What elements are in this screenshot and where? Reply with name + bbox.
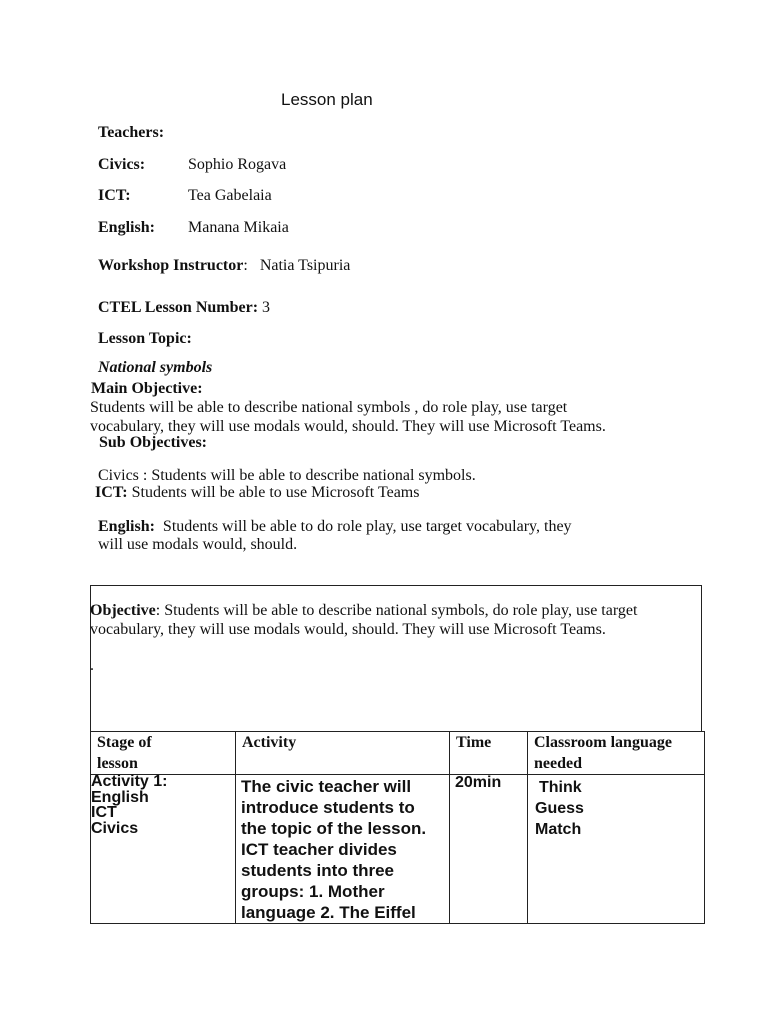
objective-dot: . bbox=[90, 657, 94, 674]
sub-objective-english-label: English: bbox=[98, 518, 155, 535]
objective-line2: vocabulary, they will use modals would, should. They will use Microsoft Teams. bbox=[90, 621, 606, 638]
objective-label: Objective bbox=[90, 602, 156, 619]
sub-objective-english bbox=[98, 518, 572, 536]
language-match: Match bbox=[535, 821, 582, 838]
main-objective-line1: Students will be able to describe national symbols , do role play, use target bbox=[90, 399, 568, 416]
stage-civics: Civics bbox=[91, 819, 139, 837]
header-cell-time bbox=[450, 732, 528, 775]
table-header-row bbox=[91, 732, 705, 775]
sub-objectives-label: Sub Objectives: bbox=[99, 434, 207, 451]
activity-line: language 2. The Eiffel bbox=[241, 903, 416, 922]
table-row bbox=[91, 775, 705, 924]
activity-line: introduce students to bbox=[241, 798, 415, 817]
activity-line: The civic teacher will bbox=[241, 777, 412, 796]
sub-objective-ict-label: ICT: bbox=[95, 484, 128, 501]
teacher-name-civics: Sophio Rogava bbox=[188, 156, 287, 173]
language-list bbox=[528, 775, 704, 840]
teacher-name-ict: Tea Gabelaia bbox=[188, 187, 272, 204]
workshop-line bbox=[98, 257, 350, 275]
teacher-subject-ict: ICT: bbox=[98, 187, 131, 204]
language-guess: Guess bbox=[535, 800, 584, 817]
header-time: Time bbox=[456, 734, 492, 751]
sub-objective-ict bbox=[95, 484, 419, 502]
activity-line: ICT teacher divides bbox=[241, 840, 397, 859]
header-cell-language bbox=[528, 732, 705, 775]
sub-objective-english-line2: will use modals would, should. bbox=[98, 536, 298, 553]
sub-objective-civics: Civics : Students will be able to describe national symbols. bbox=[98, 467, 476, 484]
lesson-number-line bbox=[98, 299, 270, 317]
activity-text bbox=[236, 775, 449, 923]
stage-list bbox=[91, 774, 235, 836]
header-stage: Stage of lesson bbox=[97, 734, 152, 772]
activity-line: groups: 1. Mother bbox=[241, 882, 385, 901]
activity-line: the topic of the lesson. bbox=[241, 819, 427, 838]
objective-text-line1: : Students will be able to describe national symbols, do role play, use target bbox=[155, 602, 638, 619]
header-language: Classroom language needed bbox=[534, 734, 672, 772]
teachers-label: Teachers: bbox=[98, 124, 165, 141]
lesson-number-value: 3 bbox=[262, 299, 271, 316]
cell-time bbox=[450, 775, 528, 924]
language-think: Think bbox=[539, 779, 582, 796]
workshop-colon: : bbox=[243, 257, 248, 274]
stage-ict: ICT bbox=[91, 804, 117, 821]
time-value: 20min bbox=[455, 774, 502, 791]
activity-line: students into three bbox=[241, 861, 395, 880]
workshop-name: Natia Tsipuria bbox=[259, 257, 351, 274]
page-title: Lesson plan bbox=[281, 90, 373, 109]
teacher-subject-civics: Civics: bbox=[98, 156, 146, 173]
cell-activity bbox=[236, 775, 450, 924]
stage-activity-1: Activity 1: bbox=[91, 773, 168, 790]
main-objective-label: Main Objective: bbox=[91, 380, 203, 397]
sub-objective-english-line1: Students will be able to do role play, use target vocabulary, they bbox=[162, 518, 572, 535]
header-cell-stage bbox=[91, 732, 236, 775]
lesson-table bbox=[90, 731, 705, 924]
stage-english: English bbox=[91, 788, 149, 806]
teacher-name-english: Manana Mikaia bbox=[188, 219, 289, 236]
lesson-number-label: CTEL Lesson Number: bbox=[98, 299, 259, 316]
header-cell-activity bbox=[236, 732, 450, 775]
header-activity: Activity bbox=[242, 734, 297, 751]
cell-stage bbox=[91, 775, 236, 924]
lesson-topic-label: Lesson Topic: bbox=[98, 330, 192, 347]
lesson-topic-value: National symbols bbox=[98, 359, 213, 376]
cell-language bbox=[528, 775, 705, 924]
main-objective-line2: vocabulary, they will use modals would, should. They will use Microsoft Teams. bbox=[90, 418, 606, 435]
objective-line1 bbox=[90, 602, 637, 620]
workshop-label: Workshop Instructor bbox=[98, 257, 244, 274]
teacher-subject-english: English: bbox=[98, 219, 155, 236]
sub-objective-ict-text: Students will be able to use Microsoft Teams bbox=[131, 484, 420, 501]
